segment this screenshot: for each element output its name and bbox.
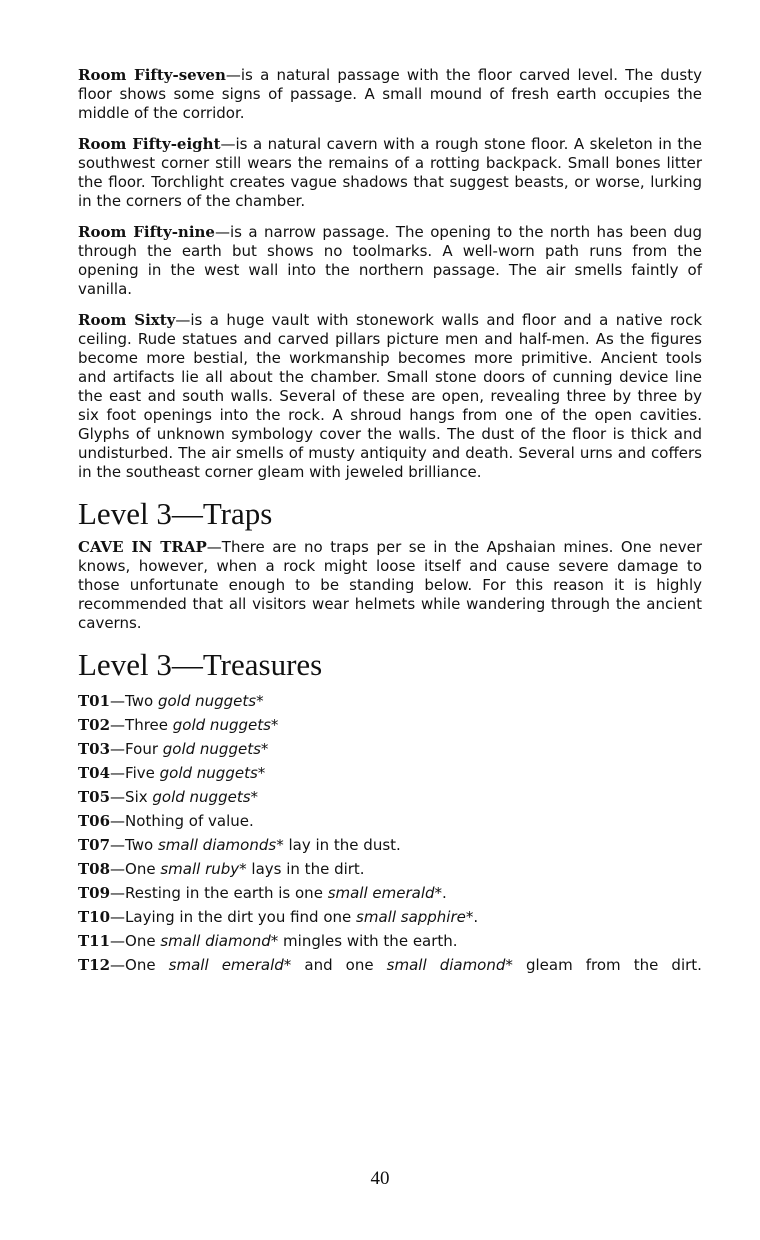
treasure-item: T04—Five gold nuggets* (78, 764, 266, 782)
room-description: —is a huge vault with stonework walls and floor and a native rock ceiling. Rude statues and carved pillars picture men and half-men. As the figures become more bestial, the workmanship becomes more primitive. Ancient tools and artifacts lie all about the chamber. Small stone doors of cunning device line the east and south walls. Several of these are open, revealing three by three by six foot openings into the rock. A shroud hangs from one of the open cavities. Glyphs of unknown symbology cover the walls. The dust of the floor is thick and undisturbed. The air smells of musty antiquity and death. Several urns and coffers in the southeast corner gleam with jeweled brilliance. (78, 311, 703, 481)
cave-in-trap (78, 538, 702, 633)
room-58 (78, 135, 702, 211)
treasure-item: T02—Three gold nuggets* (78, 716, 279, 734)
room-label: Room Fifty-seven (78, 66, 226, 84)
treasure-item: T07—Two small diamonds* lay in the dust. (78, 836, 401, 854)
treasure-item: T06—Nothing of value. (78, 812, 254, 830)
treasure-item: T03—Four gold nuggets* (78, 740, 269, 758)
treasure-item: T12—One small emerald* and one small diamond* gleam from the dirt. (78, 956, 702, 974)
room-description: —is a natural cavern with a rough stone floor. A skeleton in the southwest corner still wears the remains of a rotting backpack. Small bones litter the floor. Torchlight creates vague shadows that suggest beasts, or worse, lurking in the corners of the chamber. (78, 135, 702, 210)
treasure-item: T05—Six gold nuggets* (78, 788, 259, 806)
room-60 (78, 311, 702, 482)
treasure-item: T01—Two gold nuggets* (78, 692, 264, 710)
trap-description: —There are no traps per se in the Apshaian mines. One never knows, however, when a rock might loose itself and cause severe damage to those unfortunate enough to be standing below. For this reason it is highly recommended that all visitors wear helmets while wandering through the ancient caverns. (78, 538, 702, 632)
treasure-item: T11—One small diamond* mingles with the earth. (78, 932, 458, 950)
treasure-item: T10—Laying in the dirt you find one small sapphire*. (78, 908, 479, 926)
treasure-list (78, 689, 702, 977)
page-content (78, 66, 702, 977)
treasure-item: T08—One small ruby* lays in the dirt. (78, 860, 365, 878)
room-description: —is a narrow passage. The opening to the north has been dug through the earth but shows no toolmarks. A well-worn path runs from the opening in the west wall into the northern passage. The air smells faintly of vanilla. (78, 223, 702, 298)
traps-heading: Level 3—Traps (78, 496, 273, 531)
room-description: —is a natural passage with the floor carved level. The dusty floor shows some signs of passage. A small mound of fresh earth occupies the middle of the corridor. (78, 66, 702, 122)
treasure-item: T09—Resting in the earth is one small emerald*. (78, 884, 447, 902)
treasures-heading: Level 3—Treasures (78, 647, 323, 682)
room-label: Room Fifty-eight (78, 135, 221, 153)
room-label: Room Fifty-nine (78, 223, 215, 241)
page-number: 40 (370, 1168, 390, 1189)
trap-label: CAVE IN TRAP (78, 538, 207, 556)
room-59 (78, 223, 702, 299)
room-label: Room Sixty (78, 311, 176, 329)
room-57 (78, 66, 702, 123)
